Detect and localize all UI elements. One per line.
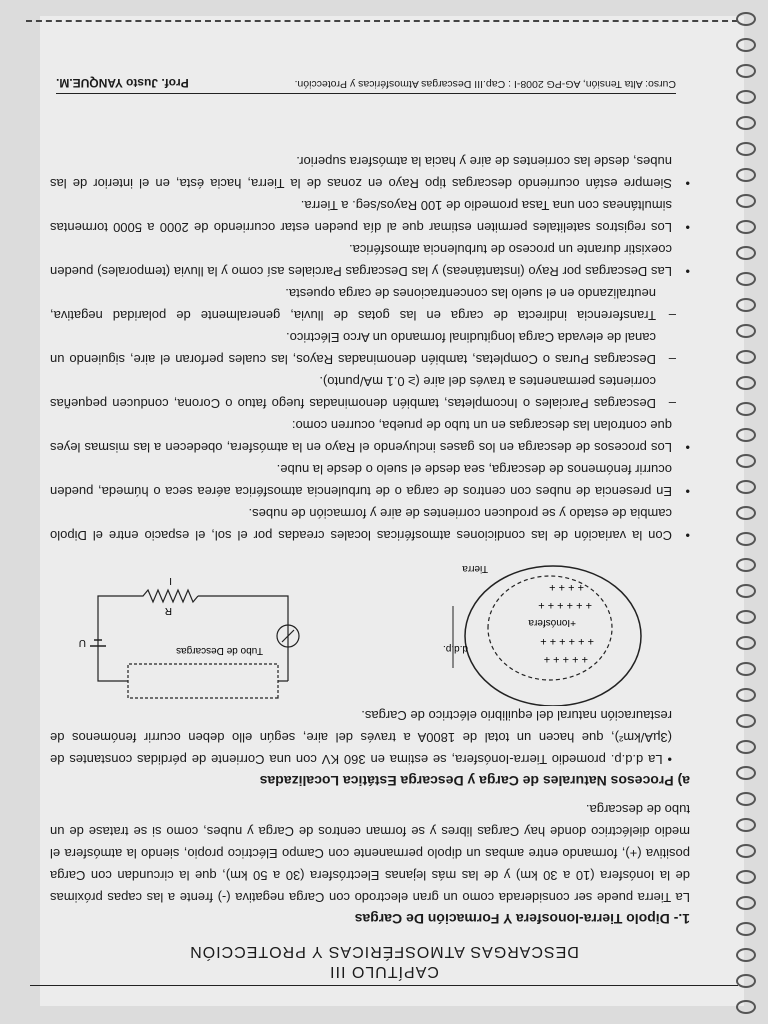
binding-ring (736, 766, 756, 780)
tierra-label: Tierra (462, 563, 488, 574)
binding-ring (736, 454, 756, 468)
dash-item: – Descargas Puras o Completas, también denominadas Rayos, las cuales perforan el aire, siguiendo un canal de elevada Carga longitudinal formando un Arco Eléctrico. (50, 326, 690, 370)
i-label: I (169, 575, 172, 586)
bullet-paragraph: • Con la variación de las condiciones atmosféricas locales creadas por el sol, el espacio entre el Dipolo cambia de estado y se producen corrientes de aire y formación de nubes. (50, 502, 690, 546)
binding-ring (736, 38, 756, 52)
binding-ring (736, 194, 756, 208)
tube-label: Tubo de Descargas (176, 645, 263, 656)
binding-ring (736, 1000, 756, 1014)
binding-ring (736, 532, 756, 546)
bottom-perforation (26, 20, 738, 22)
chapter-title: DESCARGAS ATMOSFÉRICAS Y PROTECCIÓN (189, 943, 579, 960)
body-paragraphs (50, 150, 690, 546)
binding-ring (736, 662, 756, 676)
chapter-number: CAPÍTULO III (329, 963, 439, 980)
subsection-heading: a) Procesos Naturales de Carga y Descarga Estática Localizadas (259, 773, 690, 789)
bullet-paragraph: • Las Descargas por Rayo (instantáneas) y las Descargas Parciales así como y la lluvia (temporales) pueden coexistir durante un proceso de turbulencia atmosférica. (50, 238, 690, 282)
binding-ring (736, 272, 756, 286)
section-intro: La Tierra puede ser considerada como un gran electrodo con Carga negativa (-) frente a las capas próximas de la Ionósfera (10 a 30 km) y de las más lejanas Electrósfera (30 a 50 km), que la circundan con Carga positiva (+), formando entre ambas un dipolo permanente con Campo Eléctrico propio, siendo la atmósfera el medio dieléctrico donde hay Cargas libres y se forman centros de Carga y nubes, como si se tratase de un tubo de descarga. (50, 802, 690, 905)
ionosfera-label: +Ionósfera (528, 617, 576, 628)
section-block (50, 704, 690, 930)
binding-ring (736, 220, 756, 234)
bullet-paragraph: • Siempre están ocurriendo descargas tipo Rayo en zonas de la Tierra, hacia ésta, en el interior de las nubes, desde las corrientes de aire y hacia la atmósfera superior. (50, 150, 690, 194)
subsection-p1: • La d.d.p. promedio Tierra-Ionósfera, se estima en 360 KV con una Corriente de pérdidas constantes de (3µA/km²), que hacen un total de 1800A a través del aire, según ello deben ocurrir fenómenos de restauración natural del equilibrio eléctrico de Cargas. (50, 708, 672, 767)
dash-item: – Transferencia indirecta de carga en las gotas de lluvia, generalmente de polaridad negativa, neutralizando en el suelo las concentraciones de carga opuesta. (50, 282, 690, 326)
section-heading: 1.- Dipolo Tierra-Ionosfera Y Formación De Cargas (354, 911, 690, 927)
binding-ring (736, 714, 756, 728)
page-footer (56, 76, 676, 94)
binding-ring (736, 350, 756, 364)
binding-ring (736, 506, 756, 520)
author: Prof. Justo YANQUE.M. (56, 76, 189, 90)
u-label: U (78, 637, 86, 648)
binding-ring (736, 168, 756, 182)
binding-ring (736, 792, 756, 806)
plus-signs: + + + + + + (538, 599, 592, 611)
binding-ring (736, 584, 756, 598)
bullet-paragraph: • Los procesos de descarga en los gases incluyendo el Rayo en la atmósfera, obedecen a las mismas leyes que controlan las descargas en un tubo de prueba, ocurren como: (50, 414, 690, 458)
binding-ring (736, 896, 756, 910)
top-rule (30, 985, 738, 986)
binding-ring (736, 558, 756, 572)
bullet-paragraph: • En presencia de nubes con centros de carga o de turbulencia atmosférica aérea seca o húmeda, pueden ocurrir fenómenos de descarga, sea desde el suelo o desde la nube. (50, 458, 690, 502)
bullet-paragraph: • Los registros satelitales permiten estimar que al día pueden estar ocurriendo de 2000 a 5000 tormentas simultáneas con una Tasa promedio de 100 Rayos/seg. a Tierra. (50, 194, 690, 238)
binding-ring (736, 922, 756, 936)
r-label: R (164, 605, 172, 616)
binding-ring (736, 64, 756, 78)
binding-ring (736, 246, 756, 260)
binding-ring (736, 116, 756, 130)
binding-ring (736, 636, 756, 650)
course-info: Curso: Alta Tensión, AG-PG 2008-I : Cap.III Descargas Atmosféricas y Protección. (294, 78, 676, 90)
binding-ring (736, 90, 756, 104)
plus-signs: + + + + (549, 581, 584, 593)
binding-ring (736, 740, 756, 754)
binding-ring (736, 818, 756, 832)
earth-ionosphere-diagram (443, 563, 641, 706)
binding-ring (736, 870, 756, 884)
discharge-tube (128, 664, 278, 698)
binding-ring (736, 480, 756, 494)
binding-ring (736, 402, 756, 416)
binding-ring (736, 12, 756, 26)
figure (58, 556, 658, 706)
binding-ring (736, 324, 756, 338)
binding-ring (736, 844, 756, 858)
resistor (138, 590, 198, 602)
ddp-label: d.d.p. (442, 643, 468, 654)
binding-ring (736, 298, 756, 312)
plus-signs: + + + + + (543, 653, 588, 665)
binding-ring (736, 428, 756, 442)
binding-ring (736, 688, 756, 702)
binding-ring (736, 142, 756, 156)
binding-ring (736, 610, 756, 624)
dash-item: – Descargas Parciales o Incompletas, también denominadas fuego fatuo o Corona, conducen pequeñas corrientes permanentes a través del aire (≥ 0.1 mA/punto). (50, 370, 690, 414)
binding-ring (736, 376, 756, 390)
plus-signs: + + + + + + (540, 635, 594, 647)
spiral-binding (728, 0, 768, 1024)
circuit-wires (98, 596, 288, 681)
circuit-diagram (79, 575, 299, 698)
